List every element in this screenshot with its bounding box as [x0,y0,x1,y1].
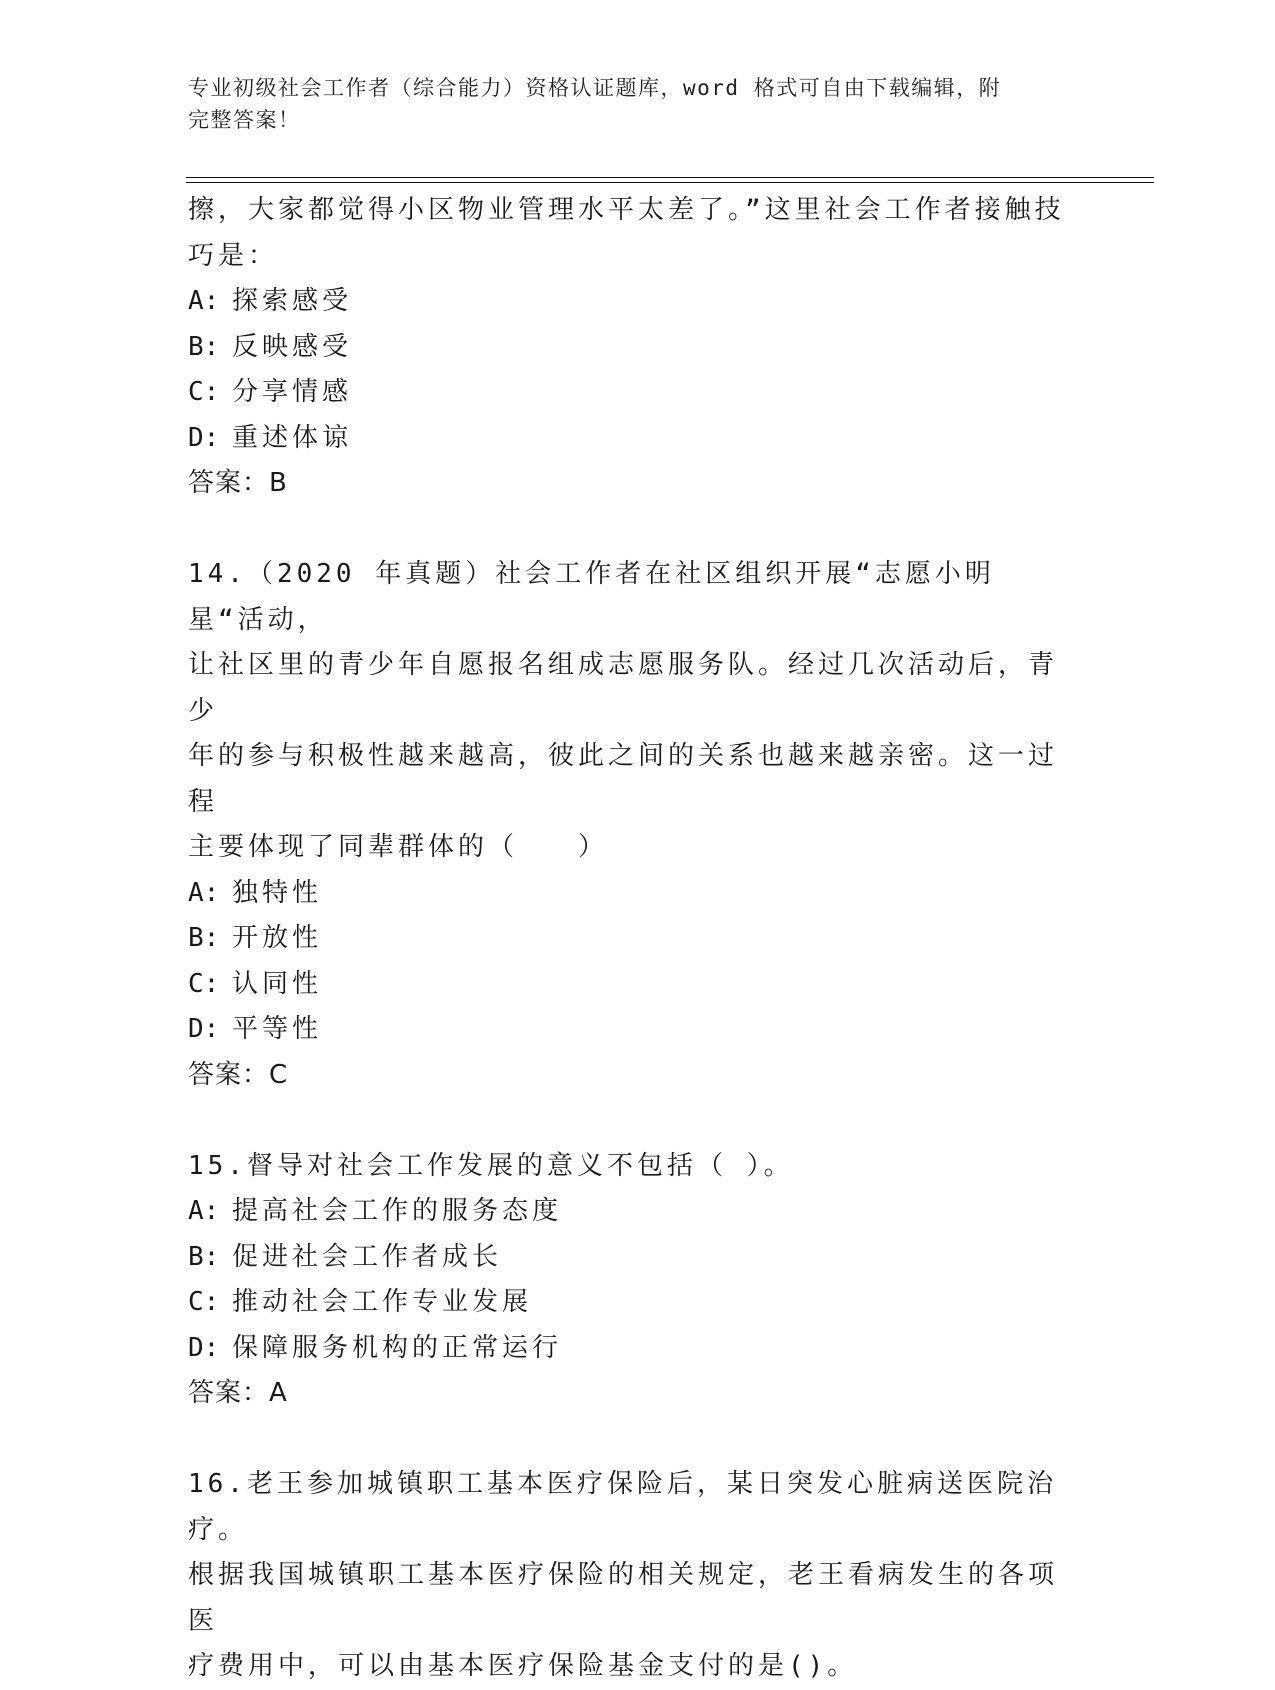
option-letter: A: [188,286,220,316]
question-text-line: 让社区里的青少年自愿报名组成志愿服务队。经过几次活动后，青少 [188,650,1059,726]
page-header [188,72,1068,136]
header-divider-bottom [186,182,1154,183]
option-text: 重述体谅 [232,422,353,453]
option-letter: B: [188,1241,220,1272]
option-letter: C: [188,968,220,999]
question-13 [188,188,1068,507]
option-letter: C: [188,377,220,407]
spacer [188,1098,1068,1144]
question-text-line: 巧是： [188,240,279,271]
answer-line: 答案：B [188,468,288,498]
option-text: 反映感受 [232,331,353,362]
question-text-line: 擦，大家都觉得小区物业管理水平太差了。”这里社会工作者接触技 [188,195,1065,225]
option-c [188,1280,1068,1326]
option-letter: D: [188,422,220,453]
option-letter: B: [188,923,220,953]
header-divider-top [186,177,1154,178]
option-a [188,1189,1068,1235]
option-letter: D: [188,1014,220,1044]
option-letter: A: [188,877,220,908]
option-text: 平等性 [232,1014,323,1044]
question-text-line: 根据我国城镇职工基本医疗保险的相关规定，老王看病发生的各项医 [188,1560,1059,1636]
option-letter: D: [188,1332,220,1363]
option-d [188,416,1068,462]
option-c [188,962,1068,1008]
option-c [188,370,1068,416]
spacer [188,507,1068,553]
question-text-line: 16.老王参加城镇职工基本医疗保险后，某日突发心脏病送医院治疗。 [188,1469,1057,1545]
option-a [188,871,1068,917]
spacer [188,1417,1068,1463]
option-a [188,279,1068,325]
option-text: 分享情感 [232,377,353,407]
page-content [188,188,1068,1690]
option-text: 提高社会工作的服务态度 [232,1196,563,1226]
option-text: 认同性 [232,968,323,999]
question-text-line: 14.（2020 年真题）社会工作者在社区组织开展“志愿小明星“活动， [188,559,995,635]
option-b [188,325,1068,371]
option-letter: B: [188,331,220,362]
question-text-line: 主要体现了同辈群体的（ ） [188,832,609,862]
answer-line: 答案：A [188,1378,288,1408]
option-b [188,916,1068,962]
answer-line: 答案：C [188,1059,289,1090]
header-line-2: 完整答案！ [188,108,301,132]
question-text-line: 15.督导对社会工作发展的意义不包括（ ）。 [188,1150,794,1181]
header-line-1: 专业初级社会工作者（综合能力）资格认证题库，word 格式可自由下载编辑，附 [188,76,1002,100]
option-text: 保障服务机构的正常运行 [232,1332,563,1363]
question-15 [188,1144,1068,1417]
question-text-line: 年的参与积极性越来越高，彼此之间的关系也越来越亲密。这一过程 [188,741,1059,817]
option-letter: A: [188,1196,220,1226]
option-text: 探索感受 [232,286,353,316]
option-text: 推动社会工作专业发展 [232,1287,533,1317]
question-14 [188,552,1068,1098]
option-d [188,1007,1068,1053]
option-text: 开放性 [232,923,323,953]
question-16 [188,1462,1068,1690]
option-text: 独特性 [232,877,323,908]
option-text: 促进社会工作者成长 [232,1241,503,1272]
question-text-line: 疗费用中，可以由基本医疗保险基金支付的是()。 [188,1651,858,1681]
option-d [188,1326,1068,1372]
option-letter: C: [188,1287,220,1317]
option-b [188,1235,1068,1281]
